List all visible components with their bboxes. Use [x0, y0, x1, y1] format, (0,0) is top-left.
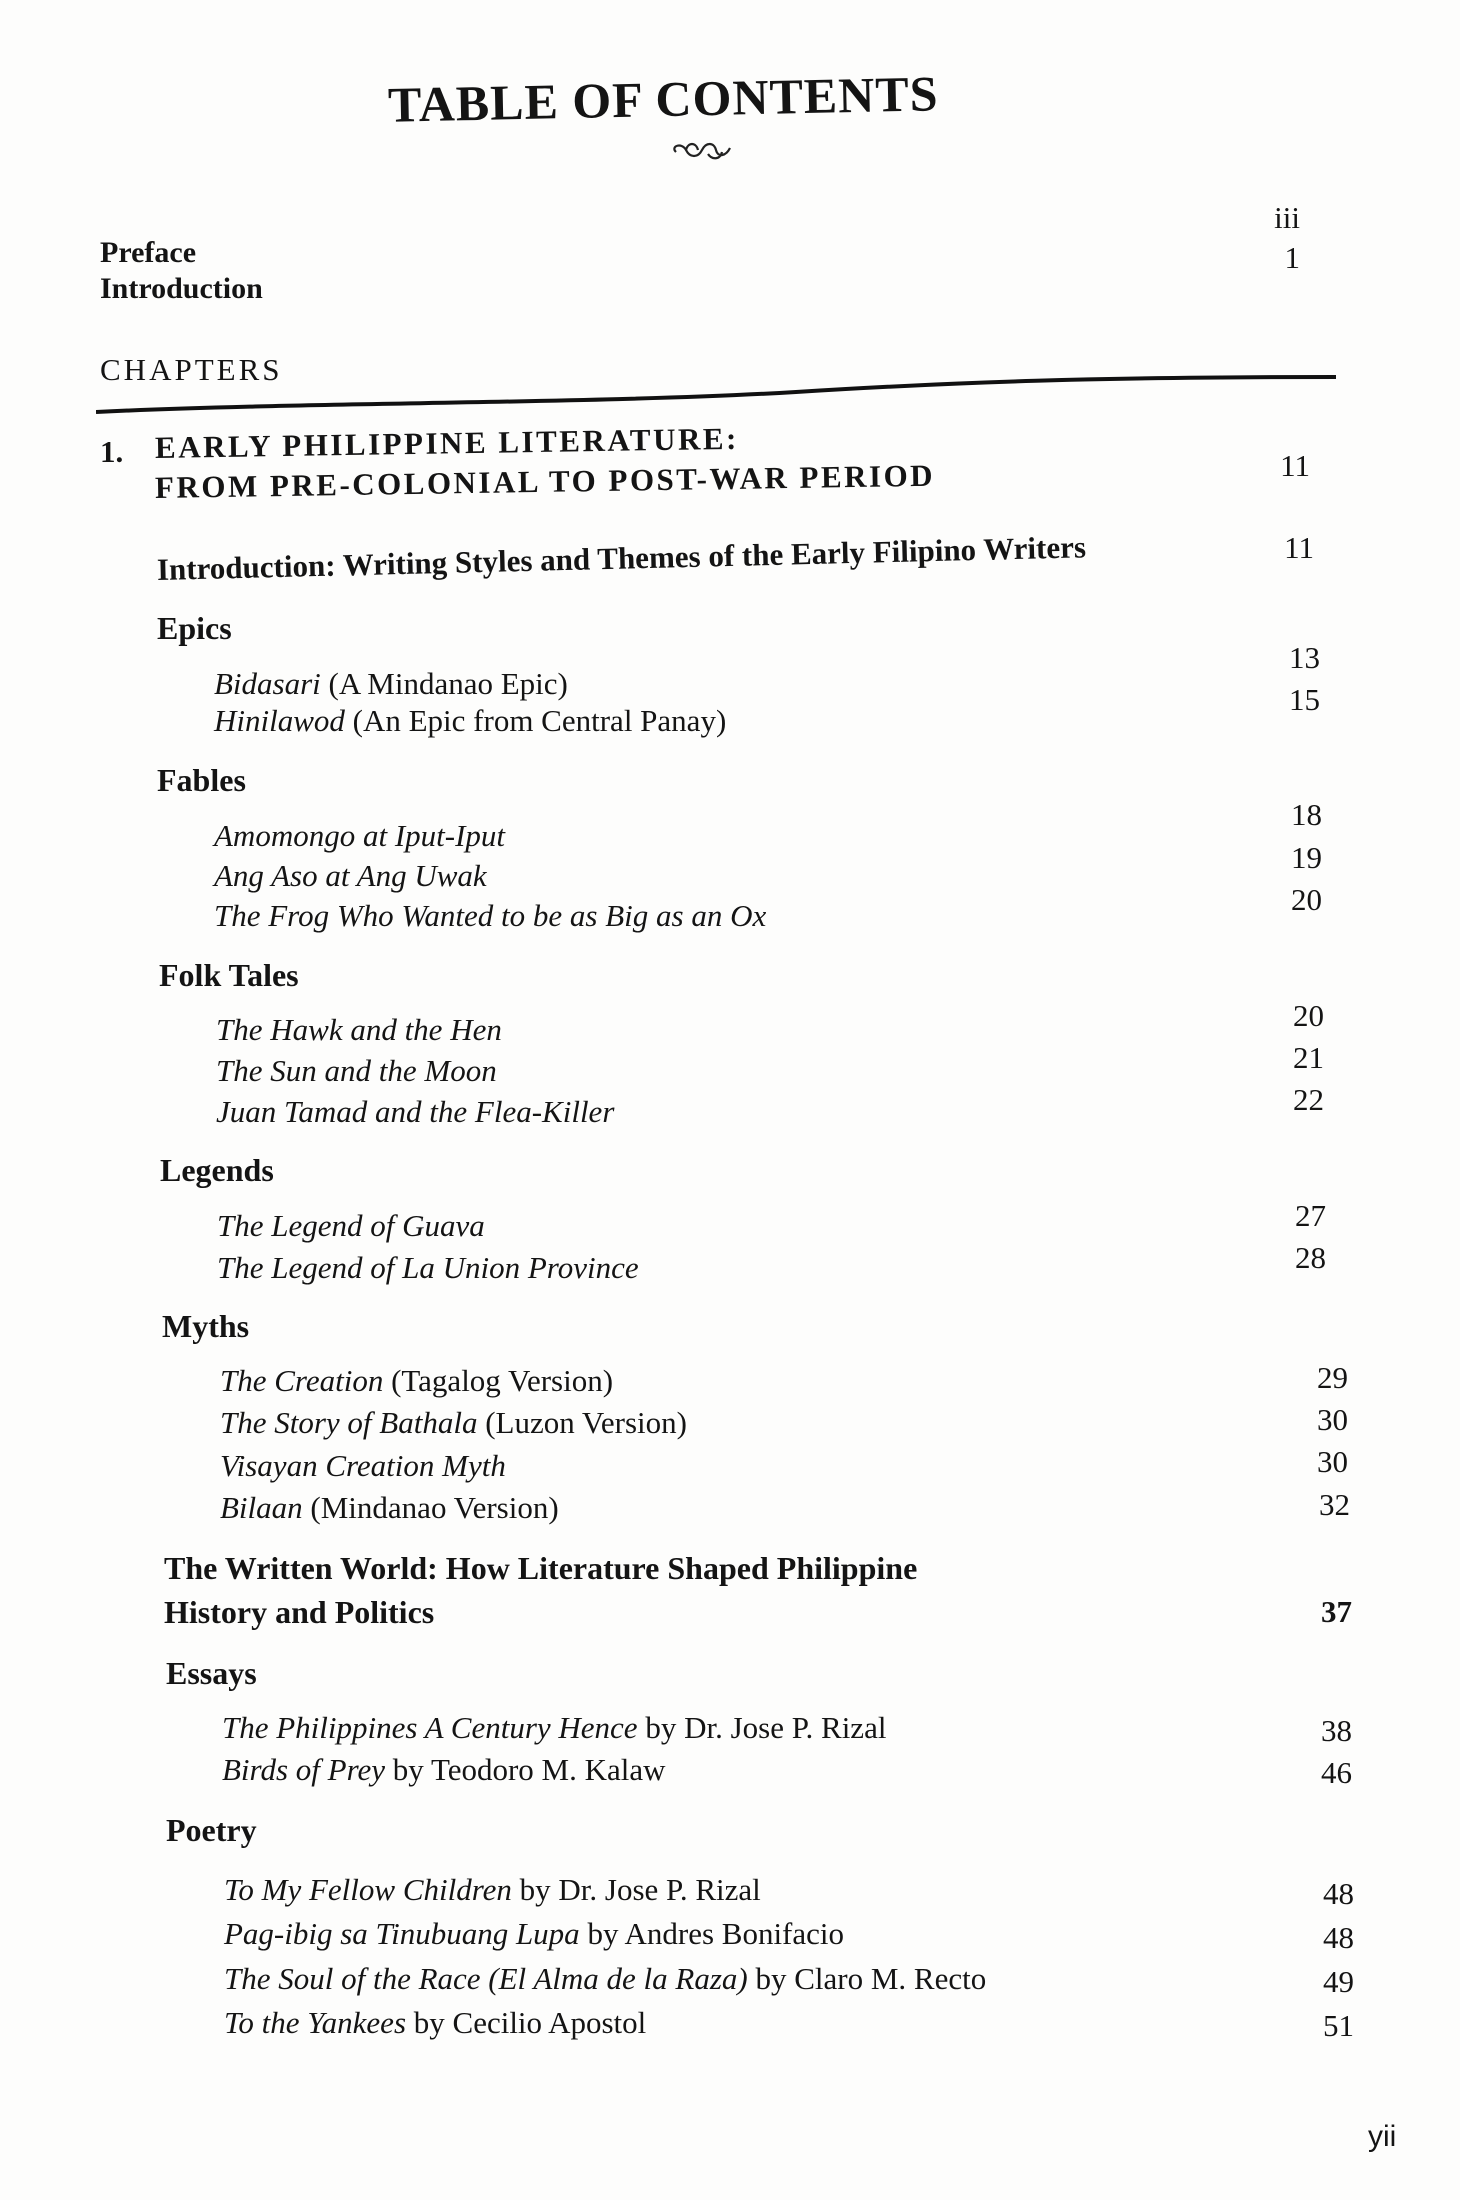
entry-title: Bidasari [214, 666, 321, 701]
page-number: 19 [1291, 840, 1322, 875]
toc-entry[interactable] [220, 1490, 559, 1526]
entry-title: The Story of Bathala [220, 1405, 478, 1440]
entry-subtitle: (Tagalog Version) [383, 1363, 614, 1398]
chapter-title-line2[interactable]: FROM PRE-COLONIAL TO POST-WAR PERIOD [154, 457, 936, 505]
page-folio: yii [1368, 2120, 1397, 2153]
section-heading-folk-tales: Folk Tales [159, 957, 299, 993]
chapters-heading: CHAPTERS [100, 352, 283, 387]
entry-subtitle: (Luzon Version) [477, 1405, 687, 1440]
toc-entry[interactable] [220, 1448, 506, 1484]
entry-subtitle: (Mindanao Version) [302, 1490, 559, 1525]
entry-title: Hinilawod [214, 703, 345, 738]
toc-entry-chapter-introduction[interactable]: Introduction: Writing Styles and Themes of the Early Filipino Writers [156, 529, 1087, 587]
toc-entry[interactable] [216, 1012, 502, 1048]
entry-title: The Philippines A Century Hence [222, 1710, 638, 1745]
page-number: 37 [1321, 1594, 1352, 1629]
entry-subtitle: (An Epic from Central Panay) [344, 703, 727, 738]
entry-author: by Dr. Jose P. Rizal [637, 1710, 887, 1745]
chapter-page-number: 11 [1280, 448, 1310, 483]
entry-subtitle: (A Mindanao Epic) [320, 666, 568, 701]
page-number: 51 [1323, 2008, 1354, 2043]
toc-entry[interactable] [224, 1872, 761, 1908]
chapter-number: 1. [100, 434, 124, 469]
page-number: 28 [1295, 1240, 1326, 1275]
toc-entry[interactable] [214, 858, 487, 894]
entry-title: The Legend of Guava [217, 1208, 485, 1243]
toc-entry[interactable] [214, 703, 726, 739]
entry-title: The Soul of the Race (El Alma de la Raza) [224, 1961, 748, 1996]
entry-title: Amomongo at Iput-Iput [214, 818, 506, 853]
toc-entry[interactable] [224, 2005, 646, 2041]
page-number: 30 [1317, 1444, 1348, 1479]
toc-entry[interactable] [217, 1250, 639, 1286]
page-number: 38 [1321, 1713, 1352, 1748]
toc-entry[interactable] [222, 1752, 666, 1788]
entry-title: The Creation [220, 1363, 384, 1398]
toc-entry-written-world-line1[interactable]: The Written World: How Literature Shaped Philippine [164, 1550, 918, 1586]
toc-entry-introduction[interactable]: Introduction [100, 272, 263, 305]
entry-author: by Teodoro M. Kalaw [385, 1752, 666, 1787]
section-heading-legends: Legends [160, 1152, 274, 1188]
entry-title: Ang Aso at Ang Uwak [214, 858, 487, 893]
section-heading-fables: Fables [157, 762, 246, 798]
entry-author: by Dr. Jose P. Rizal [511, 1872, 761, 1907]
page-number: 46 [1321, 1755, 1352, 1790]
toc-entry[interactable] [214, 666, 568, 702]
page-number: 48 [1323, 1876, 1354, 1911]
entry-title: The Legend of La Union Province [217, 1250, 639, 1285]
preface-page-number: iii [1274, 200, 1300, 235]
toc-entry[interactable] [216, 1053, 497, 1089]
page-number: 20 [1293, 998, 1324, 1033]
page-number: 18 [1291, 797, 1322, 832]
entry-title: Bilaan [220, 1490, 303, 1525]
toc-entry[interactable] [217, 1208, 485, 1244]
page-number: 21 [1293, 1040, 1324, 1075]
section-heading-myths: Myths [162, 1308, 250, 1344]
entry-title: To My Fellow Children [224, 1872, 512, 1907]
page-number: 20 [1291, 882, 1322, 917]
toc-entry[interactable] [224, 1916, 844, 1952]
entry-author: by Cecilio Apostol [406, 2005, 647, 2040]
page-title: TABLE OF CONTENTS [387, 65, 939, 133]
entry-title: The Frog Who Wanted to be as Big as an Ox [214, 898, 767, 933]
toc-entry[interactable] [220, 1405, 687, 1441]
entry-title: The Hawk and the Hen [216, 1012, 502, 1047]
section-divider [96, 372, 1336, 427]
toc-entry[interactable] [222, 1710, 886, 1746]
entry-title: Birds of Prey [222, 1752, 386, 1787]
section-heading-epics: Epics [157, 610, 232, 646]
page-number: 32 [1319, 1487, 1350, 1522]
entry-title: Juan Tamad and the Flea-Killer [216, 1094, 615, 1129]
section-heading-essays: Essays [166, 1655, 257, 1691]
toc-entry[interactable] [216, 1094, 614, 1130]
toc-entry[interactable] [214, 898, 766, 934]
page-number: 15 [1289, 682, 1320, 717]
toc-entry-preface[interactable]: Preface [100, 236, 197, 269]
page-number: 13 [1289, 640, 1320, 675]
chapter-title-line1[interactable]: EARLY PHILIPPINE LITERATURE: [154, 420, 740, 465]
entry-title: Visayan Creation Myth [220, 1448, 506, 1483]
toc-entry-written-world-line2[interactable]: History and Politics [164, 1594, 435, 1630]
toc-entry[interactable] [220, 1363, 613, 1399]
entry-author: by Claro M. Recto [747, 1961, 987, 1996]
toc-entry[interactable] [224, 1961, 986, 1997]
entry-title: The Sun and the Moon [216, 1053, 497, 1088]
section-heading-poetry: Poetry [166, 1812, 257, 1848]
page-number: 22 [1293, 1082, 1324, 1117]
page-number: 27 [1295, 1198, 1326, 1233]
introduction-page-number: 1 [1284, 240, 1300, 275]
scroll-flourish-icon [668, 138, 738, 171]
entry-author: by Andres Bonifacio [579, 1916, 845, 1951]
entry-title: Pag-ibig sa Tinubuang Lupa [224, 1916, 580, 1951]
chapter-introduction-page-number: 11 [1284, 530, 1314, 565]
entry-title: To the Yankees [224, 2005, 407, 2040]
page-number: 48 [1323, 1920, 1354, 1955]
page-number: 49 [1323, 1964, 1354, 1999]
page-number: 30 [1317, 1402, 1348, 1437]
toc-entry[interactable] [214, 818, 505, 854]
page-number: 29 [1317, 1360, 1348, 1395]
